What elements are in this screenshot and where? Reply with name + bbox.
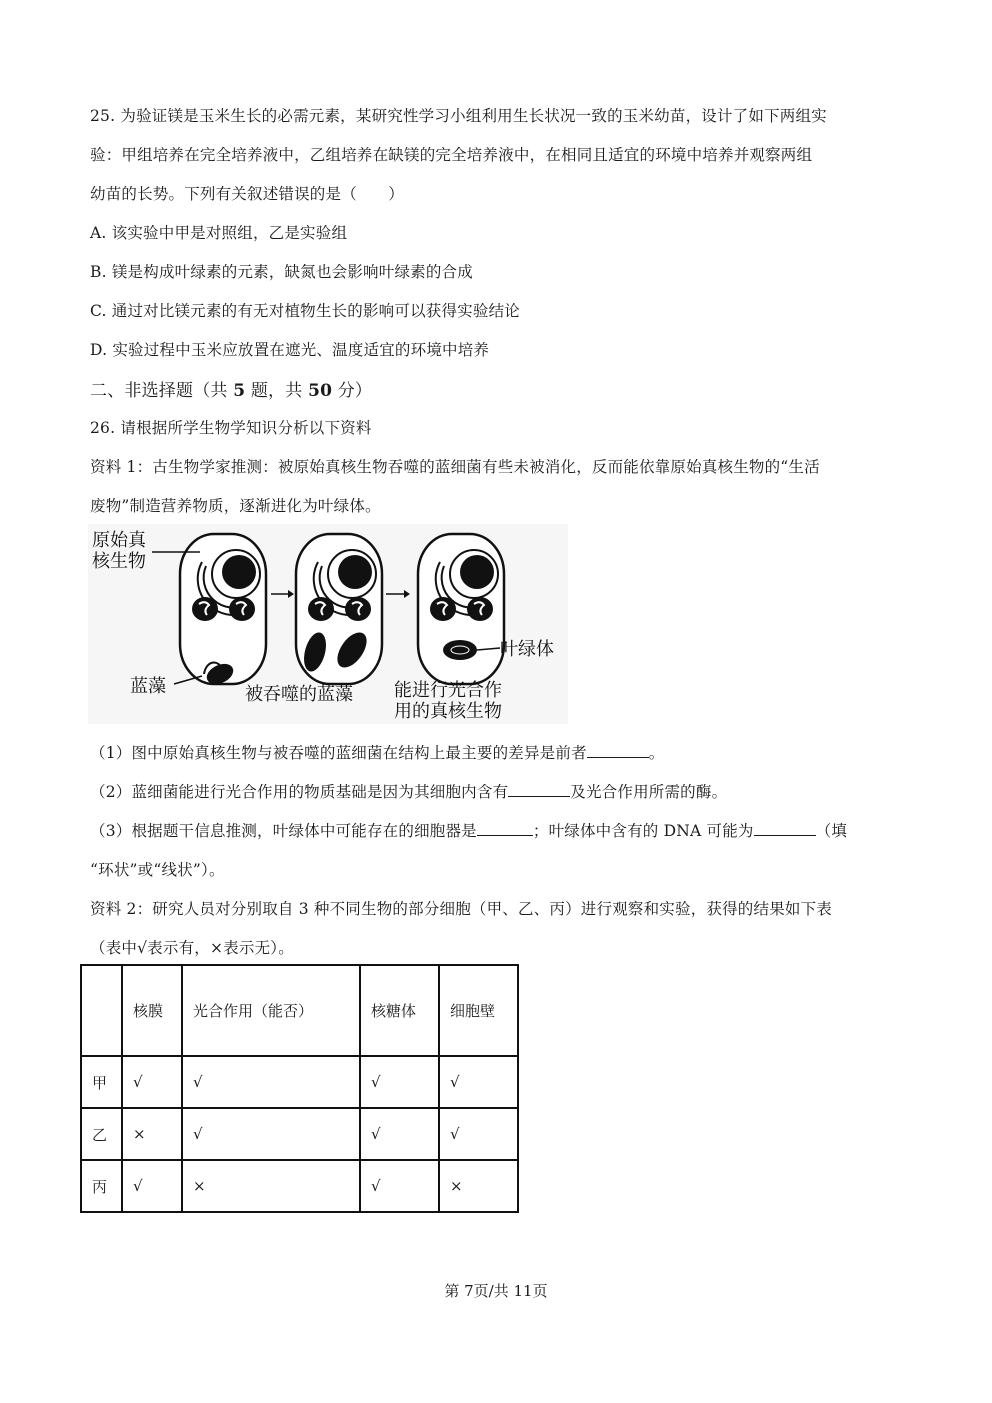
table-cell: ×: [182, 1160, 360, 1212]
table-cell: 甲: [81, 1056, 122, 1108]
table-header-cell: 核糖体: [360, 965, 439, 1056]
endosymbiosis-diagram: [88, 524, 568, 724]
table-cell: ×: [439, 1160, 518, 1212]
endosymbiosis-figure: [88, 524, 568, 724]
q25-option-c: C. 通过对比镁元素的有无对植物生长的影响可以获得实验结论: [90, 302, 520, 320]
table-cell: √: [182, 1108, 360, 1160]
photosynthetic-eukaryote-cell: [418, 534, 504, 684]
q26-sub3-line2: “环状”或“线状”）。: [90, 861, 225, 879]
table-row: [81, 1056, 518, 1108]
table-cell: √: [360, 1056, 439, 1108]
answer-blank-3[interactable]: [477, 821, 533, 836]
label-photosynthetic-eukaryote-1: 能进行光合作: [394, 680, 502, 701]
table-header-cell: [81, 965, 122, 1056]
label-primitive-eukaryote-1: 原始真: [92, 530, 146, 551]
table-header-cell: 光合作用（能否）: [182, 965, 360, 1056]
table-header-cell: 核膜: [122, 965, 182, 1056]
table-header-row: [81, 965, 518, 1056]
table-cell: √: [360, 1108, 439, 1160]
q26-sub1: （1）图中原始真核生物与被吞噬的蓝细菌在结构上最主要的差异是前者 。: [90, 744, 665, 762]
label-cyanobacteria: 蓝藻: [130, 676, 166, 697]
q25-stem-line2: 验：甲组培养在完全培养液中，乙组培养在缺镁的完全培养液中，在相同且适宜的环境中培养并观察两组: [90, 146, 813, 164]
answer-blank-2[interactable]: [508, 782, 570, 797]
q26-sub3: （3）根据题干信息推测，叶绿体中可能存在的细胞器是 ；叶绿体中含有的 DNA 可能为 （填: [90, 822, 848, 840]
table-cell: √: [360, 1160, 439, 1212]
table-cell: √: [439, 1108, 518, 1160]
answer-blank-1[interactable]: [587, 743, 649, 758]
table-cell: ×: [122, 1108, 182, 1160]
table-cell: 乙: [81, 1108, 122, 1160]
label-primitive-eukaryote-2: 核生物: [92, 551, 146, 572]
section-heading: 二、非选择题（共 5 题，共 50 分）: [90, 381, 373, 401]
material2-line1: 资料 2：研究人员对分别取自 3 种不同生物的部分细胞（甲、乙、丙）进行观察和实验，获得的结果如下表: [90, 900, 833, 918]
table-cell: √: [122, 1056, 182, 1108]
results-table: [80, 964, 519, 1213]
material1-line2: 废物”制造营养物质，逐渐进化为叶绿体。: [90, 497, 381, 515]
table-header-cell: 细胞壁: [439, 965, 518, 1056]
material1-line1: 资料 1：古生物学家推测：被原始真核生物吞噬的蓝细菌有些未被消化，反而能依靠原始真核生物的“生活: [90, 458, 820, 476]
answer-blank-4[interactable]: [754, 821, 816, 836]
page-footer: 第 7页/共 11页: [444, 1282, 548, 1300]
table-row: [81, 1108, 518, 1160]
primitive-eukaryote-cell: [180, 534, 266, 688]
q25-option-b: B. 镁是构成叶绿素的元素，缺氮也会影响叶绿素的合成: [90, 263, 473, 281]
q25-stem-line1: 25. 为验证镁是玉米生长的必需元素，某研究性学习小组利用生长状况一致的玉米幼苗，设计了如下两组实: [90, 107, 827, 125]
label-photosynthetic-eukaryote-2: 用的真核生物: [394, 701, 502, 722]
table-cell: √: [122, 1160, 182, 1212]
q26-intro: 26. 请根据所学生物学知识分析以下资料: [90, 419, 372, 437]
label-engulfed-cyanobacteria: 被吞噬的蓝藻: [245, 684, 353, 705]
table-cell: √: [439, 1056, 518, 1108]
material2-line2: （表中√表示有，×表示无）。: [90, 939, 294, 957]
table-cell: 丙: [81, 1160, 122, 1212]
q25-option-a: A. 该实验中甲是对照组，乙是实验组: [90, 224, 348, 242]
q25-stem-line3: 幼苗的长势。下列有关叙述错误的是（ ）: [90, 185, 405, 203]
q25-option-d: D. 实验过程中玉米应放置在遮光、温度适宜的环境中培养: [90, 341, 490, 359]
engulfed-cyanobacteria-cell: [296, 534, 382, 684]
table-cell: √: [182, 1056, 360, 1108]
table-row: [81, 1160, 518, 1212]
label-chloroplast: 叶绿体: [500, 639, 554, 660]
q26-sub2: （2）蓝细菌能进行光合作用的物质基础是因为其细胞内含有 及光合作用所需的酶。: [90, 783, 728, 801]
